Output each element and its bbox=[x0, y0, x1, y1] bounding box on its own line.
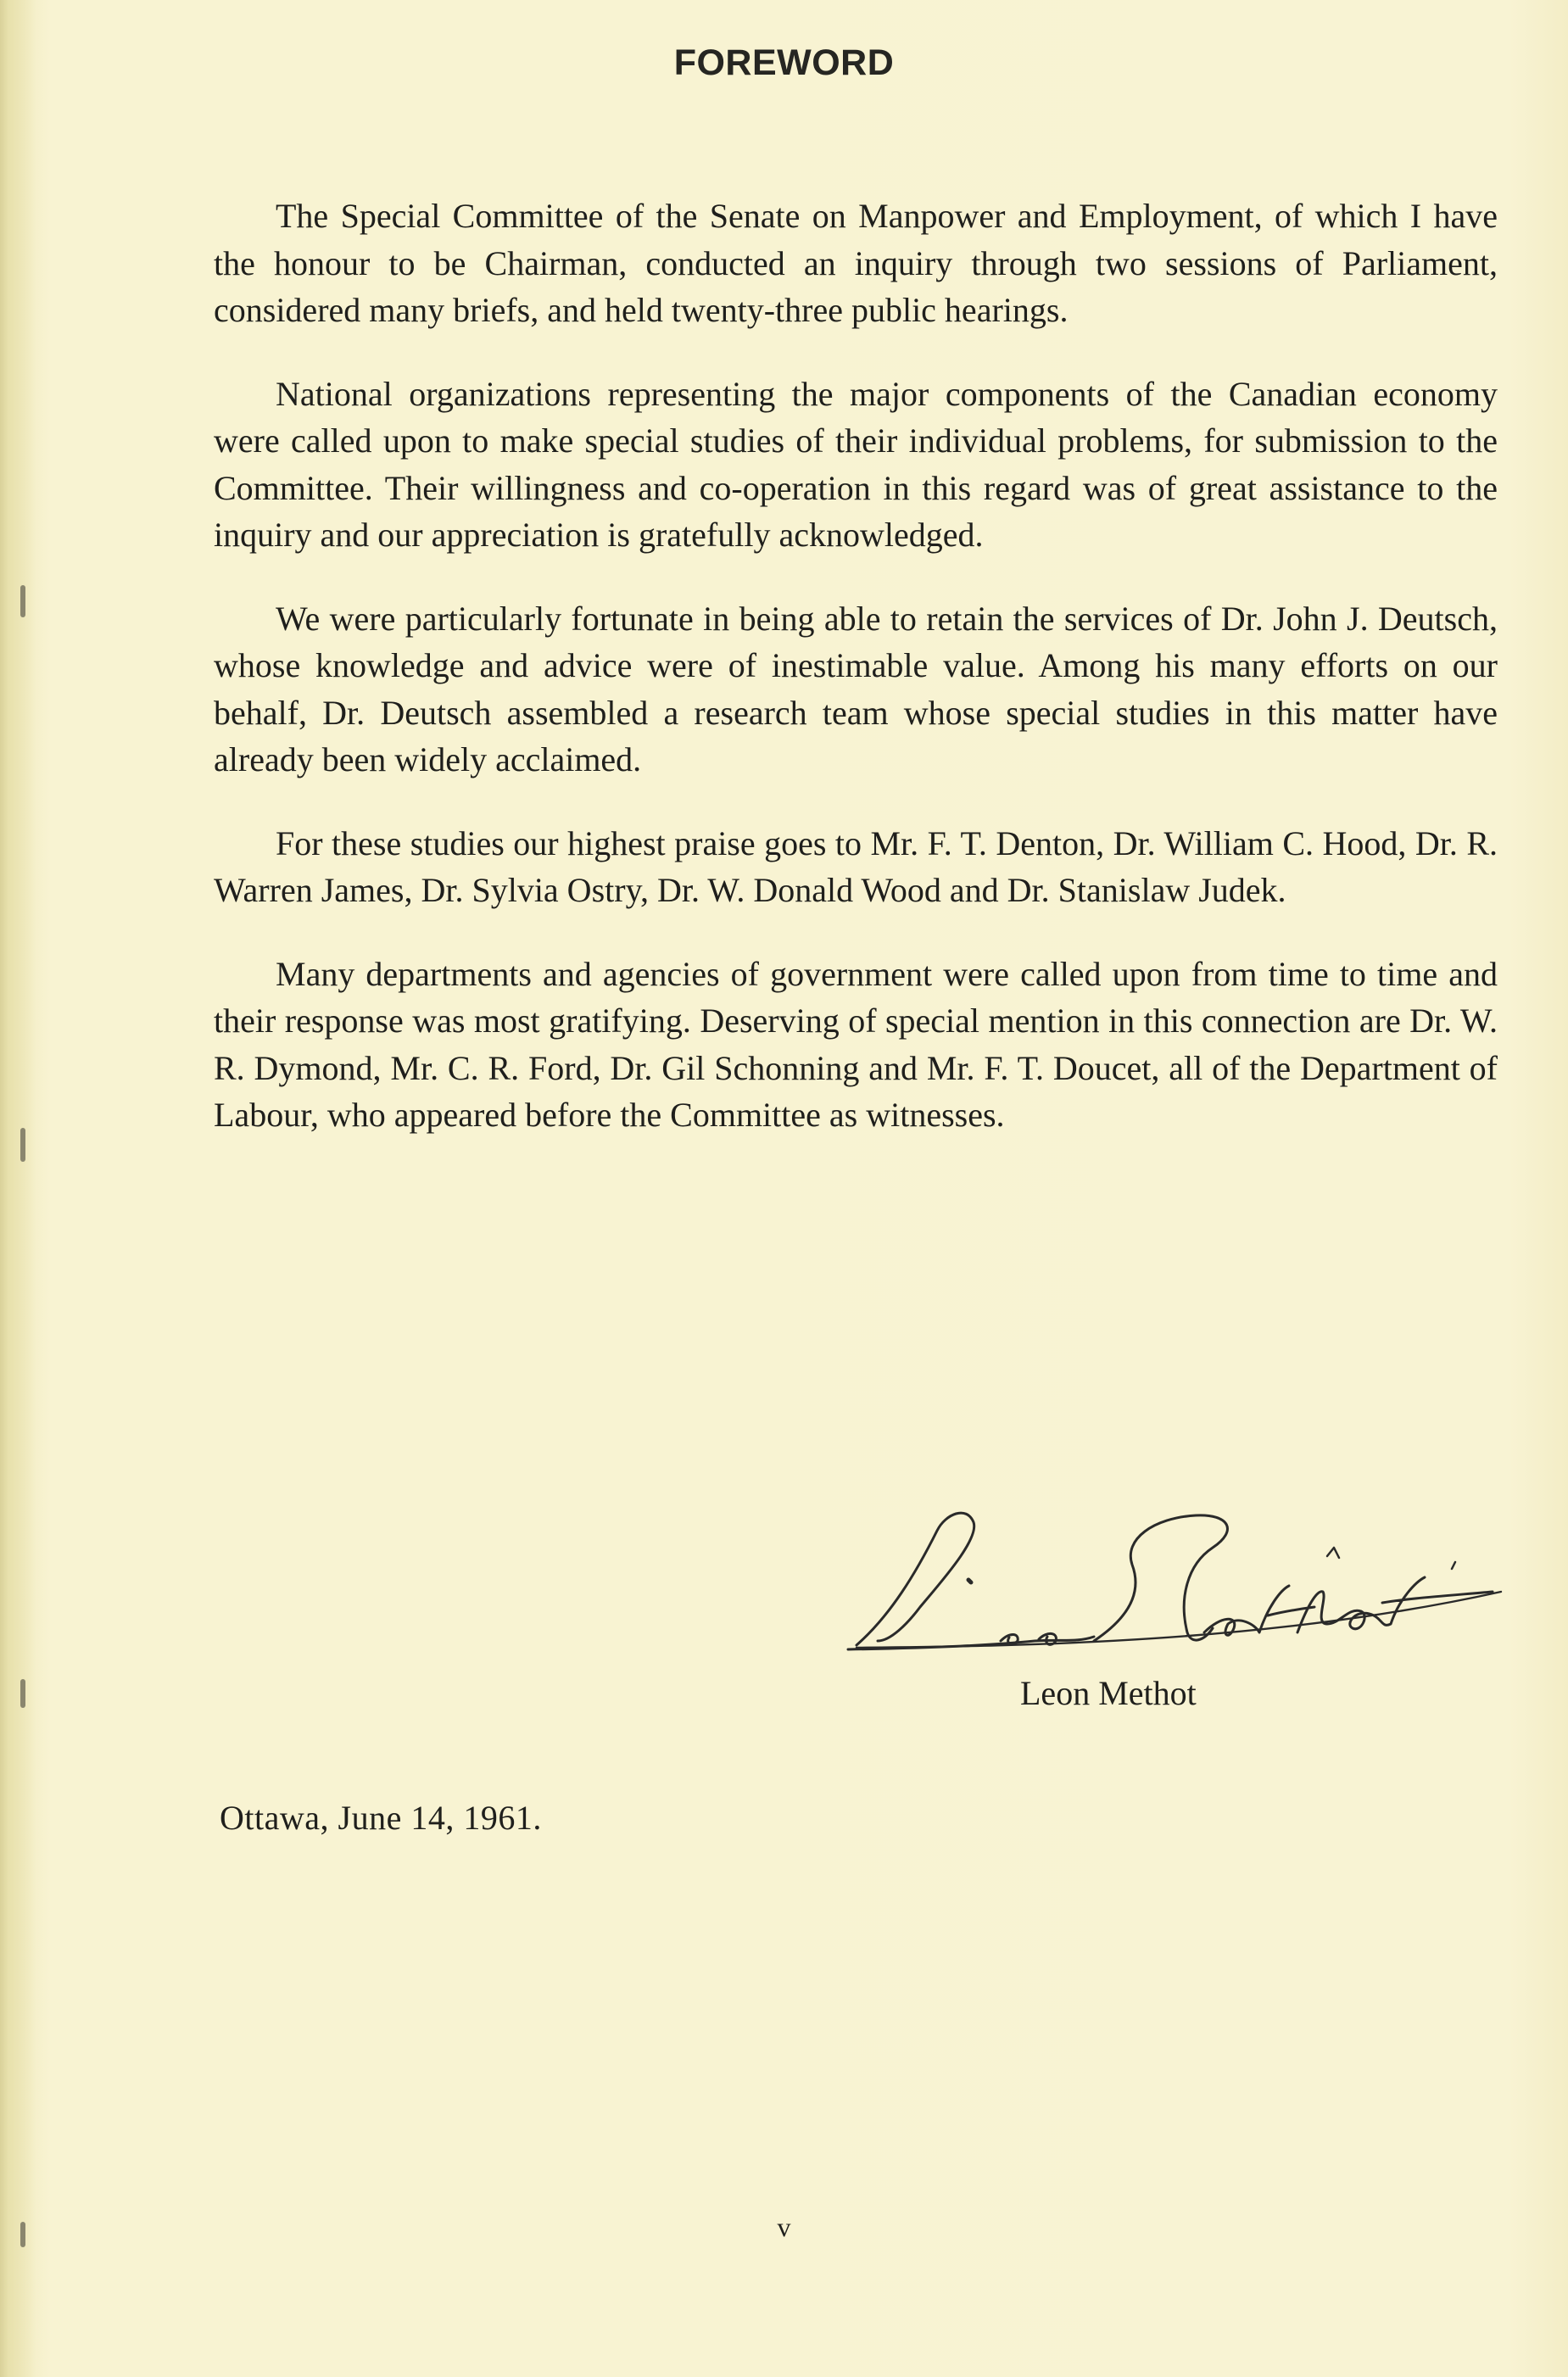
place-date: Ottawa, June 14, 1961. bbox=[220, 1799, 542, 1837]
binding-mark bbox=[20, 1128, 25, 1162]
binding-mark bbox=[20, 1679, 25, 1708]
paragraph-4: For these studies our highest praise goes to Mr. F. T. Denton, Dr. William C. Hood, Dr. R. Warren James, Dr. Sylvia Ostry, Dr. W. Donald Wood and Dr. Stanislaw Judek. bbox=[214, 823, 1498, 909]
page-heading: FOREWORD bbox=[673, 42, 895, 83]
paragraph-1: The Special Committee of the Senate on Manpower and Employment, of which I have the honour to be Chairman, conducted an inquiry through two sessions of Parliament, considered many briefs, and held twenty-three public hearings. bbox=[214, 197, 1498, 329]
foreword-body bbox=[214, 193, 1498, 1175]
handwritten-signature bbox=[840, 1497, 1518, 1683]
page-number: v bbox=[777, 2212, 791, 2242]
binding-mark bbox=[20, 585, 25, 617]
paragraph-2: National organizations representing the major components of the Canadian economy were called upon to make special studies of their individual problems, for submission to the Committee. Their willingness and co-operation in this regard was of great assistance to the inquiry and our appreciation is gratefully acknowledged. bbox=[214, 374, 1498, 554]
paragraph-3: We were particularly fortunate in being able to retain the services of Dr. John J. Deutsch, whose knowledge and advice were of inestimable value. Among his many efforts on our behalf, Dr. Deutsch assembled a research team whose special studies in this matter have already been widely acclaimed. bbox=[214, 599, 1498, 778]
paragraph-5: Many departments and agencies of government were called upon from time to time and their response was most gratifying. Deserving of special mention in this connection are Dr. W. R. Dymond, Mr. C. R. Ford, Dr. Gil Schonning and Mr. F. T. Doucet, all of the Department of Labour, who appeared before the Committee as witnesses. bbox=[214, 954, 1498, 1134]
binding-edge bbox=[0, 0, 36, 2377]
signer-name: Leon Methot bbox=[1020, 1674, 1197, 1712]
